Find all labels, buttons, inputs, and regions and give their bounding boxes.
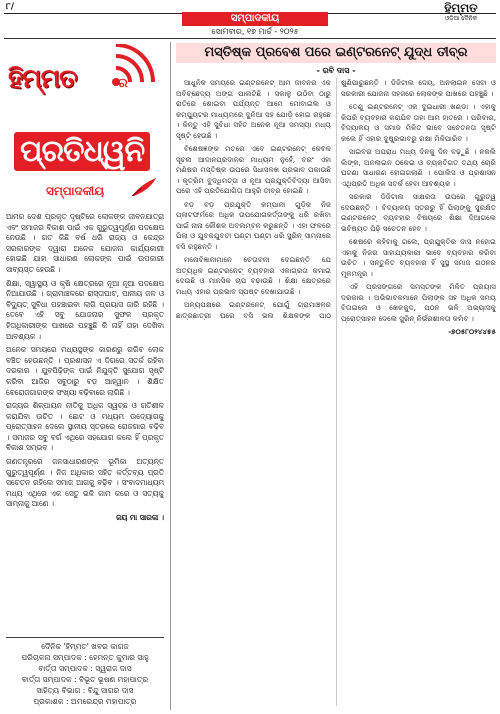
editorial-sign-off: ଜୟ ମା ସାରଳା । [116, 513, 164, 523]
paper-logo [430, 1, 492, 25]
paper-logo-text: ହିମ୍ମତ [444, 1, 478, 15]
editorial-paragraph: ଗଣତନ୍ତ୍ରରେ ଜନସାଧାରଣଙ୍କ ଭୂମିକା ଅତ୍ୟନ୍ତ ଗୁରୁତ୍ୱପୂର୍ଣ୍ଣ । ନିଜ ଅଧିକାର ସହିତ କର୍ତ୍ତବ୍ୟ ପ୍ରତି ସଚେତନ ରହିଲେ ସମାଜ ଆଗକୁ ବଢ଼ିବ । ସଂବାଦମାଧ୍ୟମ ମଧ୍ୟ ଏଥିରେ ଏକ ସେତୁ ଭଳି କାମ କରେ ଓ ସତ୍ୟକୁ ସାମ୍ନାକୁ ଆଣେ । [6, 457, 164, 509]
article-paragraph: ଶେଷରେ କହିବାକୁ ଗଲେ, ପ୍ରଯୁକ୍ତିର ଦାସ ନହୋଇ ଏହାକୁ ନିଜର ସାହାଯ୍ୟକାରୀ ଭାବେ ବ୍ୟବହାର କରିବା ଉଚିତ । ସନ୍ତୁଳିତ ବ୍ୟବହାର ହିଁ ସୁସ୍ଥ ସମାଜ ଗଠନର ମୂଳମନ୍ତ୍ର । [341, 237, 496, 278]
article-paragraph: ମନୋବିଜ୍ଞାନୀମାନେ ଚେତାବନୀ ଦେଇଛନ୍ତି ଯେ ଅତ୍ୟଧିକ ଇଣ୍ଟରନେଟ୍ ବ୍ୟବହାର ଏକାଗ୍ରତା କମାଇ ଦେଉଛି ଓ ମାନସିକ ଚାପ ବଢ଼ାଉଛି । ଶିକ୍ଷା କ୍ଷେତ୍ରରେ ମଧ୍ୟ ଏହାର ପ୍ରଭାବ ସ୍ପଷ୍ଟ ଦେଖାଯାଉଛି । [176, 255, 331, 296]
article-paragraph: ଅନ୍ୟପକ୍ଷରେ ଇଣ୍ଟରନେଟ୍ ଯୋଗୁଁ ଗ୍ରାମାଞ୍ଚଳର ଛାତ୍ରଛାତ୍ରୀ ଘରେ ବସି ଭଲ ଶିକ୍ଷକଙ୍କ ପାଠ ଶୁଣିପାରୁଛନ୍ତି । ଡିଜିଟାଲ ଦେୟ, ଅନଲାଇନ ସେବା ଓ ସରକାରୀ ଯୋଜନା ସହଜରେ ଲୋକଙ୍କ ପାଖରେ ପହଞ୍ଚୁଛି । [176, 78, 496, 320]
article-paragraph: ବିଶେଷଜ୍ଞଙ୍କ ମତରେ ଏବେ ଇଣ୍ଟରନେଟ୍ କେବଳ ସୂଚନା ଆଦାନପ୍ରଦାନର ମାଧ୍ୟମ ନୁହେଁ, ବରଂ ଏହା ମଣିଷର ମସ୍ତିଷ୍କ ଉପରେ ସିଧାସଳଖ ପ୍ରଭାବ ପକାଉଛି । କୃତ୍ରିମ ବୁଦ୍ଧିମତ୍ତା ଓ ନୂଆ ପ୍ରଯୁକ୍ତିବିଦ୍ୟା ଆସିବା ପରେ ଏହି ପ୍ରତିଯୋଗିତା ଆହୁରି ତୀବ୍ର ହୋଇଛି । [176, 144, 331, 195]
dateline: ସୋମବାର, ୧୭ ମାର୍ଚ୍ଚ - ୨୦୨୫ [211, 27, 299, 36]
staff-credits [6, 637, 164, 707]
article-headline: ମସ୍ତିଷ୍କ ପ୍ରବେଶ ପରେ ଇଣ୍ଟରନେଟ୍ ଯୁଦ୍ଧ ତୀବ୍ର [176, 43, 496, 63]
masthead-word-himmat: ହିମ୍ମତ [8, 64, 77, 94]
article-paragraph: ସାଇବର ଅପରାଧ ମଧ୍ୟ ଦିନକୁ ଦିନ ବଢ଼ୁଛି । ନକଲି ଲିଙ୍କ, ଅନଲାଇନ ଠକେଇ ଓ ବ୍ୟକ୍ତିଗତ ତଥ୍ୟ ଚୋରି ଘଟଣା ସାଧାରଣ ହୋଇଗଲାଣି । ପୋଲିସ ଓ ପ୍ରଶାସନ ଏଥିପ୍ରତି ଅଧିକ ସତର୍କ ହେବା ଆବଶ୍ୟକ । [341, 147, 496, 188]
quill-pen-icon [130, 176, 158, 198]
article-paragraph: ଏହି ପ୍ରସଙ୍ଗରେ ସମସ୍ତଙ୍କ ମିଳିତ ପ୍ରୟାସ ଦରକାର । ଅଭିଭାବକମାନେ ପିଲାଙ୍କ ସହ ଅଧିକ ସମୟ ବିତାଇଲେ ଓ ଖେଳକୁଦ, ପଠନ ଭଳି ଅଭ୍ୟାସକୁ ପ୍ରୋତ୍ସାହନ ଦେଲେ ସ୍କ୍ରିନ୍ ନିର୍ଭରଶୀଳତା କମିବ । [341, 282, 496, 323]
credits-line: ବାର୍ତ୍ତା ସମ୍ପାଦକ : ବିଭୂତ ଭୂଷଣ ମହାପାତ୍ର [21, 675, 149, 684]
article-paragraph: ଆଧୁନିକ ସମୟରେ ଇଣ୍ଟରନେଟ୍ ଆମ ଜୀବନର ଏକ ଅବିଚ୍ଛେଦ୍ୟ ଅଙ୍ଗ ପାଲଟିଛି । ସକାଳୁ ଉଠିବା ଠାରୁ ରାତିରେ ଶୋଇବା ପର୍ଯ୍ୟନ୍ତ ଆମେ ମୋବାଇଲ ଓ କମ୍ପ୍ୟୁଟର ମାଧ୍ୟମରେ ଦୁନିଆ ସହ ଯୋଡ଼ି ହୋଇ ରହୁଛେ । କିନ୍ତୁ ଏହି ସୁବିଧା ସହିତ ଅନେକ ନୂଆ ସମସ୍ୟା ମଧ୍ୟ ସୃଷ୍ଟି ହେଉଛି । [176, 78, 331, 140]
section-banner: ସମ୍ପାଦକୀୟ [182, 12, 328, 26]
article-paragraph: ବଡ଼ ବଡ଼ ପ୍ରଯୁକ୍ତି କମ୍ପାନୀ ଗୁଡ଼ିକ ନିଜ ପ୍ଲାଟଫର୍ମରେ ଅଧିକ ଉପଯୋଗକର୍ତ୍ତାଙ୍କୁ ଧରି ରଖିବା ପାଇଁ ନାନା କୌଶଳ ଅବଲମ୍ବନ କରୁଛନ୍ତି । ଏହା ଫଳରେ ପିଲା ଓ ଯୁବକଯୁବତୀ ଘଣ୍ଟା ଘଣ୍ଟା ଧରି ସ୍କ୍ରିନ୍ ସାମ୍ନାରେ ବସି ରହୁଛନ୍ତି । [176, 199, 331, 251]
page-number: ୮/ [6, 2, 14, 12]
masthead-suffix: ର [118, 76, 128, 91]
editorial-paragraph: ଆମର ଦେଶ ପ୍ରକୃତ ଦୃଷ୍ଟିରେ ଲୋକଙ୍କ ଜୀବନଯାତ୍ରା ଏବଂ ସମାଜର ବିକାଶ ପାଇଁ ଏକ ଗୁରୁତ୍ୱପୂର୍ଣ୍ଣ ପଦକ୍ଷେପ ନେଉଛି । ଗତ କିଛି ବର୍ଷ ଧରି ରାଜ୍ୟ ଓ କେନ୍ଦ୍ର ସରକାରଙ୍କ ଦ୍ୱାରା ଅନେକ ଯୋଜନା କାର୍ଯ୍ୟକାରୀ ହୋଇଛି ଯାହା ସାଧାରଣ ଲୋକଙ୍କ ପାଇଁ ଉପକାରୀ ସାବ୍ୟସ୍ତ ହେଉଛି । [6, 212, 164, 274]
editorial-paragraph: ରାଜ୍ୟର ଶିଳ୍ପାୟନ ନୀତିକୁ ଅଧିକ ସ୍ୱଚ୍ଛ ଓ ଗତିଶୀଳ କରାଯିବା ଉଚିତ । ଛୋଟ ଓ ମଧ୍ୟମ ଉଦ୍ୟୋଗକୁ ପ୍ରୋତ୍ସାହନ ଦେଲେ ସ୍ଥାନୀୟ ସ୍ତରରେ ରୋଜଗାର ବଢ଼ିବ । ସମାଜର ସବୁ ବର୍ଗ ଏଥିରେ ସହଯୋଗ କଲେ ହିଁ ପ୍ରକୃତ ବିକାଶ ସମ୍ଭବ । [6, 401, 164, 453]
credits-line: ଦୈନିକ 'ହିମ୍ମତ' ଖବର କାଗଜ [41, 642, 129, 651]
masthead-word-pratidhwani: ପ୍ରତିଧ୍ୱନି [14, 132, 150, 171]
masthead-badge: ସମ୍ପାଦକୀୟ [46, 184, 105, 198]
article-paragraph: ସରକାର ଡିଜିଟାଲ ସାକ୍ଷରତା ଉପରେ ଗୁରୁତ୍ୱ ଦେଉଛନ୍ତି । ବିଦ୍ୟାଳୟ ସ୍ତରରୁ ହିଁ ପିଲାଙ୍କୁ ସୁରକ୍ଷିତ ଇଣ୍ଟରନେଟ୍ ବ୍ୟବହାର ବିଷୟରେ ଶିକ୍ଷା ଦିଆଗଲେ ଭବିଷ୍ୟତ ପିଢ଼ି ସଚେତନ ହେବ । [341, 192, 496, 233]
column-divider [170, 42, 171, 710]
article-paragraph: ତେଣୁ ଇଣ୍ଟରନେଟ୍ ଏକ ଦୁଇଧାରୀ ଖଣ୍ଡା । ଏହାକୁ କିପରି ବ୍ୟବହାର କରାଯିବ ତାହା ଆମ ହାତରେ । ପରିବାର, ବିଦ୍ୟାଳୟ ଓ ସମାଜ ମିଳିତ ଭାବେ ସଚେତନତା ସୃଷ୍ଟି କଲେ ହିଁ ଏହାର ଦୁଷ୍ପ୍ରଭାବରୁ ରକ୍ଷା ମିଳିପାରିବ । [341, 102, 496, 143]
editorial-masthead [6, 44, 164, 212]
article-body [176, 78, 496, 706]
credits-line: ପ୍ରକାଶକ : ଅମରେନ୍ଦ୍ର ମହାପାତ୍ର [33, 697, 137, 706]
author-phone: -୭୦୫୮୦୨୪୪୫୫ [448, 327, 496, 336]
header-rule [4, 38, 496, 39]
editorial-paragraph: ଶିକ୍ଷା, ସ୍ୱାସ୍ଥ୍ୟ ଓ କୃଷି କ୍ଷେତ୍ରରେ ନୂଆ ନୂଆ ପଦକ୍ଷେପ ନିଆଯାଉଛି । ଗ୍ରାମାଞ୍ଚଳରେ ରାସ୍ତାଘାଟ, ପାନୀୟ ଜଳ ଓ ବିଦ୍ୟୁତ୍ ସୁବିଧା ପହଞ୍ଚାଇବା ଲାଗି ପ୍ରୟାସ ଜାରି ରହିଛି । ତେବେ ଏହି ସବୁ ଯୋଜନାର ସୁଫଳ ପ୍ରକୃତ ହିତାଧିକାରୀଙ୍କ ପାଖରେ ପହଞ୍ଚୁଛି କି ନାହିଁ ତାହା ଦେଖିବା ଆବଶ୍ୟକ । [6, 278, 164, 341]
credits-line: ସାହିତ୍ୟ ବିଭାଗ : ବିନ୍ଦୁ ସାଗର ଦାସ [36, 686, 134, 695]
editorial-body [6, 212, 164, 630]
broadcast-icon [108, 44, 158, 88]
editorial-paragraph: ଅନେକ ସମୟରେ ମଧ୍ୟସ୍ଥଙ୍କ କାରଣରୁ ଗରିବ ଲୋକ ବଞ୍ଚିତ ହେଉଛନ୍ତି । ପ୍ରଶାସନ ଏ ଦିଗରେ ସତର୍କ ରହିବା ଦରକାର । ଯୁବପିଢ଼ିଙ୍କ ପାଇଁ ନିଯୁକ୍ତି ସୁଯୋଗ ସୃଷ୍ଟି କରିବା ଆଜିର ସବୁଠାରୁ ବଡ଼ ଆହ୍ୱାନ । ଶିକ୍ଷିତ ବେରୋଜଗାରଙ୍କ ସଂଖ୍ୟା ବଢ଼ିବାରେ ଲାଗିଛି । [6, 345, 164, 397]
paper-logo-sub: ଓଡ଼ିଆ ଦୈନିକ [445, 15, 477, 22]
article-byline: - ରବି ଦାସ - [316, 66, 356, 75]
credits-line: ବାର୍ତ୍ତା ସମ୍ପାଦକ : ସ୍ୱରାଜ ଦାସ [38, 664, 132, 673]
credits-line: ପରିଚାଳନା ସମ୍ପାଦକ : ହେମନ୍ତ କୁମାର ସାହୁ [21, 653, 149, 662]
